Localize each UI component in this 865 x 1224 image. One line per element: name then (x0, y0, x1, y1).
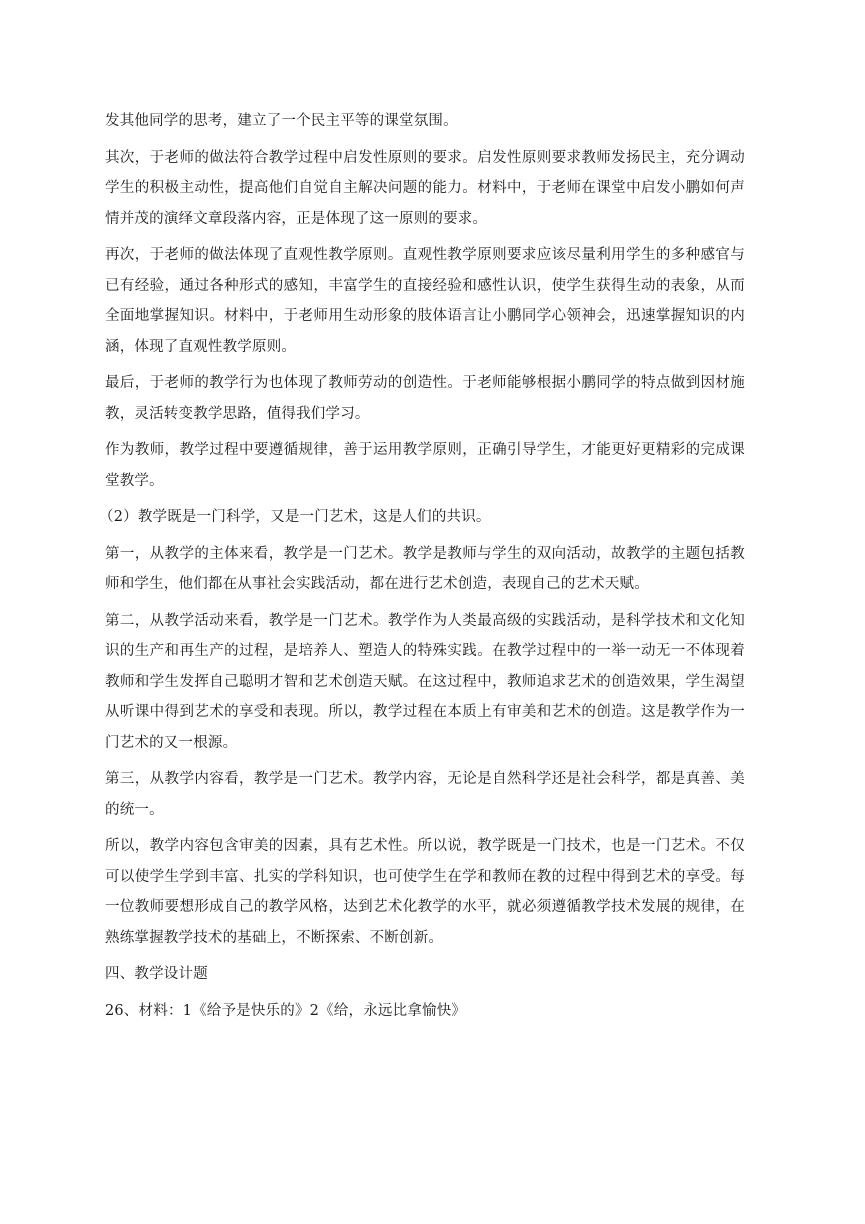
document-body (99, 106, 745, 1032)
paragraph-summary: 所以，教学内容包含审美的因素，具有艺术性。所以说，教学既是一门技术，也是一门艺术。不仅可以使学生学到丰富、扎实的学科知识，也可使学生在学和教师在教的过程中得到艺术的享受。每一位教师要想形成自己的教学风格，达到艺术化教学的水平，就必须遵循教学技术发展的规律，在熟练掌握教学技术的基础上，不断探索、不断创新。 (105, 838, 745, 946)
paragraph-second-aspect: 第二，从教学活动来看，教学是一门艺术。教学作为人类最高级的实践活动，是科学技术和文化知识的生产和再生产的过程，是培养人、塑造人的特殊实践。在教学过程中的一举一动无一不体现着教师和学生发挥自己聪明才智和艺术创造天赋。在这过程中，教师追求艺术的创造效果，学生渴望从听课中得到艺术的享受和表现。所以，教学过程在本质上有审美和艺术的创造。这是教学作为一门艺术的又一根源。 (105, 612, 745, 751)
section-heading: 四、教学设计题 (105, 966, 208, 982)
paragraph-third-point: 再次，于老师的做法体现了直观性教学原则。直观性教学原则要求应该尽量利用学生的多种感官与已有经验，通过各种形式的感知，丰富学生的直接经验和感性认识，使学生获得生动的表象，从而全面地掌握知识。材料中，于老师用生动形象的肢体语言让小鹏同学心领神会，迅速掌握知识的内涵，体现了直观性教学原则。 (105, 247, 745, 355)
paragraph-conclusion: 作为教师，教学过程中要遵循规律，善于运用教学原则，正确引导学生，才能更好更精彩的完成课堂教学。 (105, 442, 745, 489)
paragraph-first-aspect: 第一，从教学的主体来看，教学是一门艺术。教学是教师与学生的双向活动，故教学的主题包括教师和学生，他们都在从事社会实践活动，都在进行艺术创造，表现自己的艺术天赋。 (105, 545, 745, 592)
paragraph-third-aspect: 第三，从教学内容看，教学是一门艺术。教学内容，无论是自然科学还是社会科学，都是真善、美的统一。 (105, 771, 745, 818)
question-26-material: 26、材料：1《给予是快乐的》2《给，永远比拿愉快》 (105, 1002, 467, 1019)
paragraph-continuation: 发其他同学的思考，建立了一个民主平等的课堂氛围。 (105, 113, 458, 129)
paragraph-last-point: 最后，于老师的教学行为也体现了教师劳动的创造性。于老师能够根据小鹏同学的特点做到因材施教，灵活转变教学思路，值得我们学习。 (105, 375, 745, 422)
paragraph-question-2: （2）教学既是一门科学，又是一门艺术，这是人们的共识。 (99, 509, 491, 525)
paragraph-second-point: 其次，于老师的做法符合教学过程中启发性原则的要求。启发性原则要求教师发扬民主，充分调动学生的积极主动性，提高他们自觉自主解决问题的能力。材料中，于老师在课堂中启发小鹏如何声情并茂的演绎文章段落内容，正是体现了这一原则的要求。 (105, 149, 745, 227)
